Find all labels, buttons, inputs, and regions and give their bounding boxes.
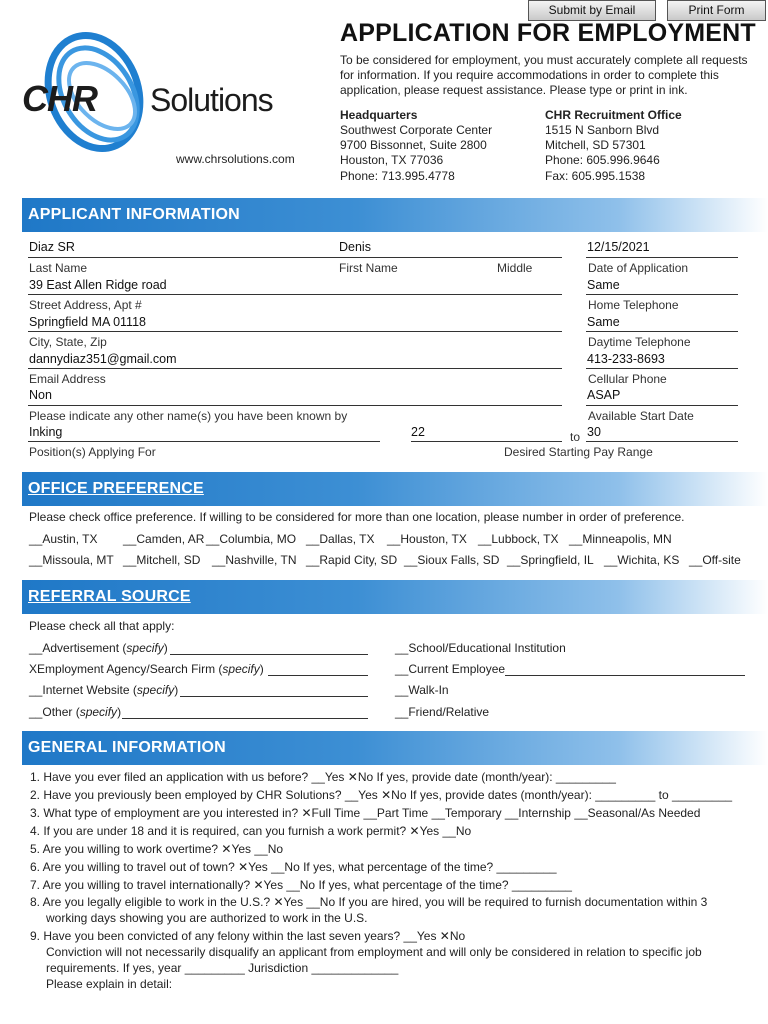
check-mark: __ <box>29 641 43 655</box>
section-title: OFFICE PREFERENCE <box>28 480 204 497</box>
start-date-field[interactable]: ASAP <box>587 388 621 402</box>
hq-line: Southwest Corporate Center <box>340 123 493 137</box>
daytime-telephone-label: Daytime Telephone <box>588 335 691 349</box>
office-option-minneapolis[interactable]: __Minneapolis, MN <box>569 532 672 546</box>
section-header-applicant <box>22 198 768 232</box>
home-telephone-field[interactable]: Same <box>587 278 620 292</box>
option-label: Employment Agency/Search Firm ( <box>37 662 223 676</box>
position-label: Position(s) Applying For <box>29 445 156 459</box>
office-option-dallas[interactable]: __Dallas, TX <box>306 532 375 546</box>
pay-to-field[interactable]: 30 <box>587 425 601 439</box>
recruit-line: 1515 N Sanborn Blvd <box>545 123 660 137</box>
middle-label: Middle <box>497 261 533 275</box>
option-close: ) <box>174 683 179 697</box>
office-option-rapid-city[interactable]: __Rapid City, SD <box>306 553 398 567</box>
option-specify: specify <box>126 641 164 655</box>
option-specify: specify <box>136 683 175 697</box>
first-name-label: First Name <box>339 261 398 275</box>
recruit-line: Mitchell, SD 57301 <box>545 138 646 152</box>
section-title: APPLICANT INFORMATION <box>28 206 240 223</box>
submit-by-email-button[interactable]: Submit by Email <box>528 0 656 21</box>
intro-line-3: application, please request assistance. Please type or print in ink. <box>340 83 688 97</box>
option-close: ) <box>163 641 168 655</box>
office-option-nashville[interactable]: __Nashville, TN <box>212 553 297 567</box>
pay-range-label: Desired Starting Pay Range <box>504 445 653 459</box>
general-question-3[interactable]: 3. What type of employment are you interested in? ✕Full Time __Part Time __Temporary __Internship __Seasonal/As Needed <box>30 806 701 820</box>
general-question-9[interactable]: 9. Have you been convicted of any felony within the last seven years? __Yes ✕No <box>30 929 466 943</box>
section-title: REFERRAL SOURCE <box>28 588 191 605</box>
city-label: City, State, Zip <box>29 335 107 349</box>
general-question-7[interactable]: 7. Are you willing to travel internationally? ✕Yes __No If yes, what percentage of the time? _________ <box>30 878 572 892</box>
hq-line: Phone: 713.995.4778 <box>340 169 455 183</box>
cellular-phone-field[interactable]: 413-233-8693 <box>587 352 665 366</box>
check-mark: __ <box>29 705 43 719</box>
website-link[interactable]: www.chrsolutions.com <box>176 152 295 166</box>
last-name-field[interactable]: Diaz SR <box>29 240 75 254</box>
option-label: Advertisement ( <box>42 641 127 655</box>
office-option-offsite[interactable]: __Off-site <box>689 553 741 567</box>
first-name-field[interactable]: Denis <box>339 240 371 254</box>
general-question-4[interactable]: 4. If you are under 18 and it is required, can you furnish a work permit? ✕Yes __No <box>30 824 472 838</box>
hq-line: Houston, TX 77036 <box>340 153 444 167</box>
general-question-9-note: Conviction will not necessarily disqualify an applicant from employment and will only be considered in relation to specific job <box>46 945 702 959</box>
city-state-zip-field[interactable]: Springfield MA 01118 <box>29 315 146 329</box>
section-header-office <box>22 472 768 506</box>
office-option-mitchell[interactable]: __Mitchell, SD <box>123 553 201 567</box>
option-label: Internet Website ( <box>42 683 137 697</box>
referral-friend[interactable]: __Friend/Relative <box>395 705 490 719</box>
date-of-application-field[interactable]: 12/15/2021 <box>587 240 650 254</box>
logo-solutions-text: Solutions <box>150 82 273 118</box>
general-question-6[interactable]: 6. Are you willing to travel out of town? ✕Yes __No If yes, what percentage of the time? _________ <box>30 860 557 874</box>
general-question-9-explain: Please explain in detail: <box>46 977 173 991</box>
street-label: Street Address, Apt # <box>29 298 142 312</box>
general-question-1[interactable]: 1. Have you ever filed an application with us before? __Yes ✕No If yes, provide date (month/year): _________ <box>30 770 616 784</box>
home-telephone-label: Home Telephone <box>588 298 679 312</box>
date-label: Date of Application <box>588 261 689 275</box>
office-option-columbia[interactable]: __Columbia, MO <box>206 532 297 546</box>
referral-instructions: Please check all that apply: <box>29 619 175 633</box>
recruit-heading: CHR Recruitment Office <box>545 108 682 122</box>
print-form-button[interactable]: Print Form <box>667 0 766 21</box>
option-specify: specify <box>79 705 118 719</box>
intro-line-1: To be considered for employment, you must accurately complete all requests <box>340 53 748 67</box>
recruit-line: Fax: 605.995.1538 <box>545 169 646 183</box>
logo-chr-text: CHR <box>22 78 97 119</box>
check-mark: X <box>29 662 38 676</box>
office-option-missoula[interactable]: __Missoula, MT <box>29 553 114 567</box>
referral-internet-website[interactable] <box>29 683 178 698</box>
intro-line-2: for information. If you require accommodations in order to complete this <box>340 68 719 82</box>
option-close: ) <box>259 662 264 676</box>
cellular-phone-label: Cellular Phone <box>588 372 667 386</box>
referral-advertisement[interactable] <box>29 641 168 656</box>
start-date-label: Available Start Date <box>588 409 694 423</box>
referral-employment-agency[interactable] <box>29 662 264 677</box>
section-header-general <box>22 731 768 765</box>
hq-heading: Headquarters <box>340 108 418 122</box>
referral-walk-in[interactable]: __Walk-In <box>395 683 449 697</box>
page-title: APPLICATION FOR EMPLOYMENT <box>340 19 756 47</box>
option-close: ) <box>117 705 122 719</box>
other-names-label: Please indicate any other name(s) you have been known by <box>29 409 348 423</box>
office-instructions: Please check office preference. If willing to be considered for more than one location, please number in order of preference. <box>29 510 685 524</box>
check-mark: __ <box>29 683 43 697</box>
general-question-5[interactable]: 5. Are you willing to work overtime? ✕Yes __No <box>30 842 284 856</box>
section-title: GENERAL INFORMATION <box>28 739 226 756</box>
section-header-referral <box>22 580 768 614</box>
general-question-8[interactable]: 8. Are you legally eligible to work in the U.S.? ✕Yes __No If you are hired, you will be required to furnish documentation within 3 <box>30 895 708 909</box>
office-option-austin[interactable]: __Austin, TX <box>29 532 98 546</box>
referral-current-employee[interactable]: __Current Employee <box>395 662 506 676</box>
last-name-label: Last Name <box>29 261 88 275</box>
daytime-telephone-field[interactable]: Same <box>587 315 620 329</box>
pay-to-word: to <box>570 430 581 444</box>
option-label: Other ( <box>42 705 80 719</box>
general-question-8-cont: working days showing you are authorized to work in the U.S. <box>46 911 368 925</box>
email-field[interactable]: dannydiaz351@gmail.com <box>29 352 177 366</box>
recruit-line: Phone: 605.996.9646 <box>545 153 660 167</box>
office-option-houston[interactable]: __Houston, TX <box>387 532 467 546</box>
pay-from-field[interactable]: 22 <box>411 425 425 439</box>
position-field[interactable]: Inking <box>29 425 63 439</box>
email-label: Email Address <box>29 372 106 386</box>
office-option-sioux-falls[interactable]: __Sioux Falls, SD <box>404 553 500 567</box>
street-address-field[interactable]: 39 East Allen Ridge road <box>29 278 167 292</box>
office-option-wichita[interactable]: __Wichita, KS <box>604 553 680 567</box>
option-specify: specify <box>222 662 260 676</box>
office-option-lubbock[interactable]: __Lubbock, TX <box>478 532 559 546</box>
referral-school[interactable]: __School/Educational Institution <box>395 641 566 655</box>
other-names-field[interactable]: Non <box>29 388 52 402</box>
general-question-2[interactable]: 2. Have you previously been employed by CHR Solutions? __Yes ✕No If yes, provide dates (month/year): _________ to _________ <box>30 788 733 802</box>
referral-other[interactable] <box>29 705 121 720</box>
office-option-springfield[interactable]: __Springfield, IL <box>507 553 594 567</box>
general-question-9-year[interactable]: requirements. If yes, year _________ Jurisdiction _____________ <box>46 961 399 975</box>
office-option-camden[interactable]: __Camden, AR <box>123 532 205 546</box>
hq-line: 9700 Bissonnet, Suite 2800 <box>340 138 487 152</box>
